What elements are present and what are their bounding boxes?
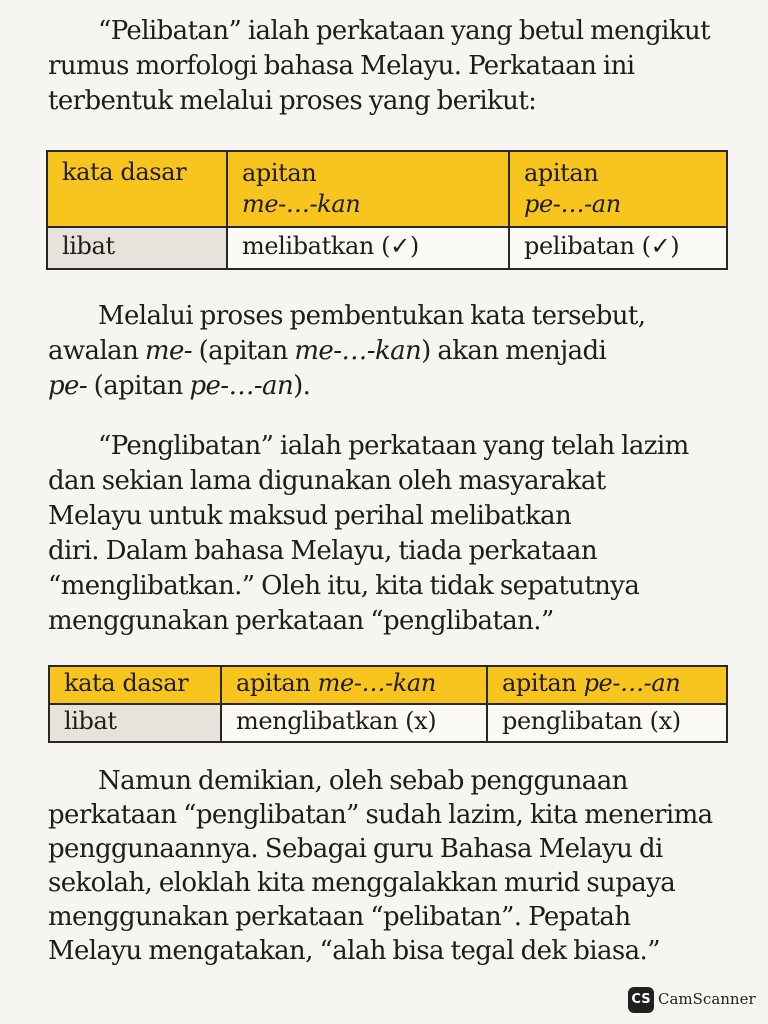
intro-line-3: terbentuk melalui proses yang berikut:	[48, 86, 537, 116]
conclusion-line-3: penggunaannya. Sebagai guru Bahasa Melayu di	[48, 834, 663, 864]
morphology-table-correct	[46, 150, 728, 270]
table1-header-apitan-pe-an	[509, 151, 727, 227]
penglibatan-line-4: diri. Dalam bahasa Melayu, tiada perkataan	[48, 536, 597, 566]
conclusion-paragraph	[48, 764, 713, 968]
table1-header-apitan-me-kan	[227, 151, 509, 227]
conclusion-line-2: perkataan “penglibatan” sudah lazim, kita menerima	[48, 800, 713, 830]
table1-cell-melibatkan: melibatkan (✓)	[227, 227, 509, 269]
table1-header-kata-dasar	[47, 151, 227, 227]
penglibatan-line-6: menggunakan perkataan “penglibatan.”	[48, 606, 554, 636]
process-line-2	[48, 334, 645, 369]
table1-header-col2-line2: me-…-kan	[242, 190, 361, 218]
intro-paragraph	[48, 14, 710, 119]
intro-line-2: rumus morfologi bahasa Melayu. Perkataan ini	[48, 51, 635, 81]
table2-header-col2-part-a: apitan	[236, 669, 318, 697]
process-line-2-part-d: me-…-kan	[294, 336, 422, 366]
process-line-3	[48, 369, 645, 404]
conclusion-line-6: Melayu mengatakan, “alah bisa tegal dek biasa.”	[48, 936, 660, 966]
table2-header-col2-part-b: me-…-kan	[317, 669, 436, 697]
penglibatan-line-3: Melayu untuk maksud perihal melibatkan	[48, 501, 572, 531]
table2-header-kata-dasar	[49, 666, 221, 704]
penglibatan-line-1: “Penglibatan” ialah perkataan yang telah lazim	[98, 431, 689, 461]
penglibatan-paragraph	[48, 429, 689, 639]
process-line-3-part-d: ).	[293, 371, 311, 401]
conclusion-line-4: sekolah, eloklah kita menggalakkan murid supaya	[48, 868, 676, 898]
process-paragraph	[48, 299, 645, 404]
table2-header-col3-part-a: apitan	[502, 669, 584, 697]
table1-data-row	[47, 227, 727, 269]
table1-header-col3-line2: pe-…-an	[524, 190, 621, 218]
penglibatan-line-2: dan sekian lama digunakan oleh masyarakat	[48, 466, 606, 496]
table2-cell-menglibatkan: menglibatkan (x)	[221, 704, 487, 742]
process-line-3-part-a: pe-	[48, 371, 88, 401]
table1-header-row	[47, 151, 727, 227]
table2-header-apitan-pe-an	[487, 666, 727, 704]
conclusion-line-1: Namun demikian, oleh sebab penggunaan	[98, 766, 628, 796]
penglibatan-line-5: “menglibatkan.” Oleh itu, kita tidak sepatutnya	[48, 571, 640, 601]
table1-header-col3-line1: apitan	[524, 159, 599, 187]
process-line-2-part-e: ) akan menjadi	[421, 336, 607, 366]
process-line-1: Melalui proses pembentukan kata tersebut,	[98, 301, 646, 331]
table2-cell-penglibatan: penglibatan (x)	[487, 704, 727, 742]
process-line-2-part-b: me-	[144, 336, 192, 366]
conclusion-line-5: menggunakan perkataan “pelibatan”. Pepatah	[48, 902, 631, 932]
table2-header-col1-text: kata dasar	[64, 669, 189, 697]
camscanner-logo-icon: CS	[628, 987, 654, 1013]
table1-cell-libat: libat	[47, 227, 227, 269]
table1-header-col2-line1: apitan	[242, 159, 317, 187]
morphology-table-incorrect	[48, 665, 728, 743]
table2-cell-libat: libat	[49, 704, 221, 742]
process-line-3-part-b: (apitan	[87, 371, 190, 401]
process-line-3-part-c: pe-…-an	[189, 371, 294, 401]
process-line-2-part-a: awalan	[48, 336, 145, 366]
table2-header-apitan-me-kan	[221, 666, 487, 704]
camscanner-brand-text: CamScanner	[658, 990, 756, 1008]
table1-cell-pelibatan: pelibatan (✓)	[509, 227, 727, 269]
table1-header-col1-text: kata dasar	[62, 158, 187, 186]
process-line-2-part-c: (apitan	[191, 336, 295, 366]
intro-line-1: “Pelibatan” ialah perkataan yang betul mengikut	[98, 16, 710, 46]
table2-header-row	[49, 666, 727, 704]
table2-data-row	[49, 704, 727, 742]
table2-header-col3-part-b: pe-…-an	[583, 669, 681, 697]
